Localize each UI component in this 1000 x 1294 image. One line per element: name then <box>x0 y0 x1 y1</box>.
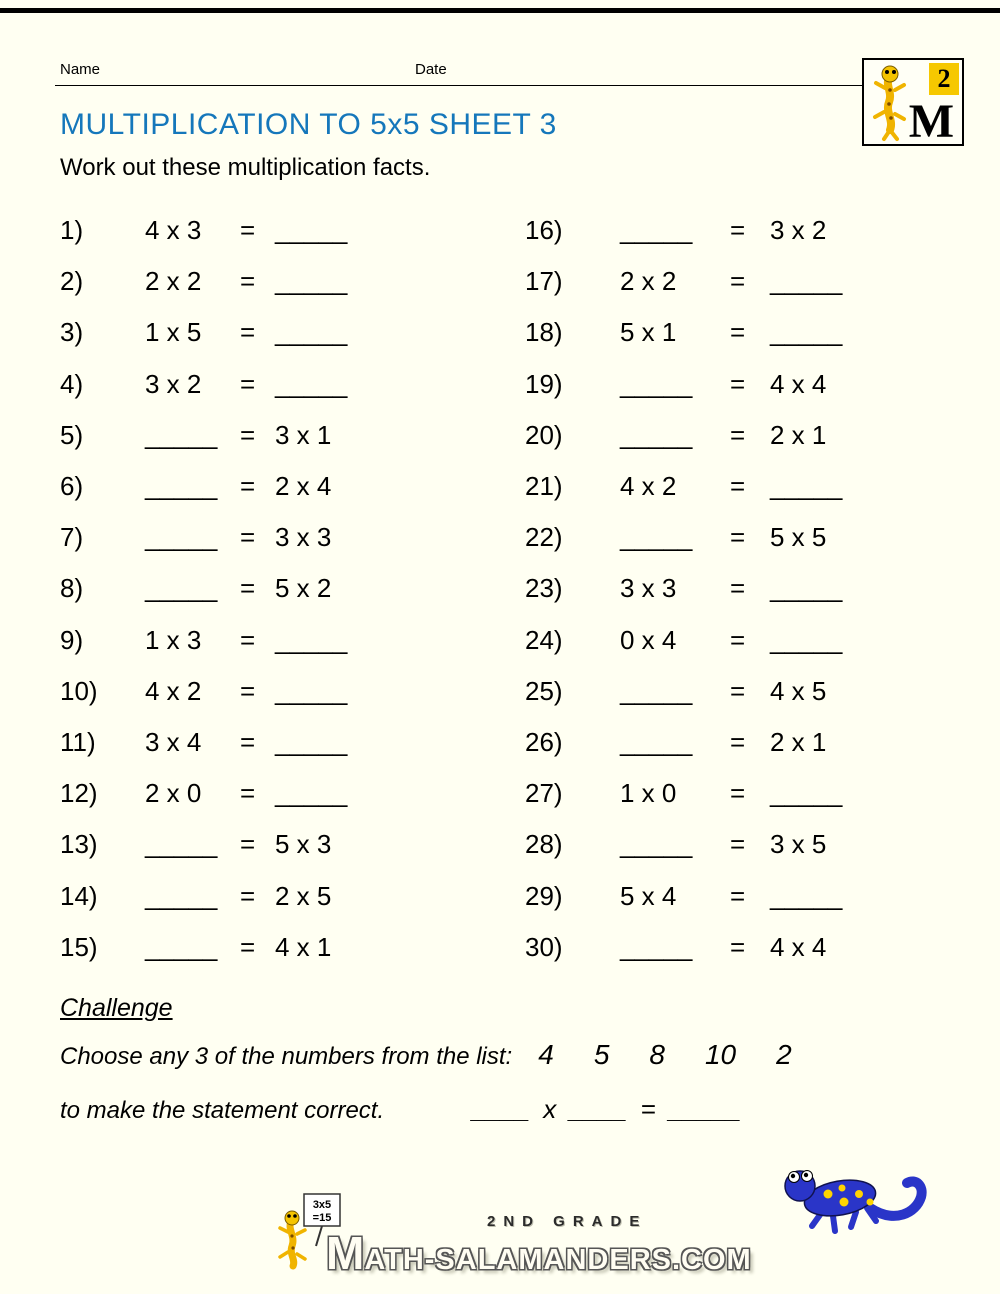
problem-number: 23) <box>525 573 563 604</box>
problem-number: 20) <box>525 419 563 450</box>
equals-sign: = <box>730 368 746 399</box>
problem-row <box>60 871 500 922</box>
challenge-number: 5 <box>593 1039 610 1070</box>
problem-number: 26) <box>525 727 563 758</box>
grade-level-text: 2ND GRADE <box>487 1213 648 1230</box>
problem-number: 18) <box>525 317 563 348</box>
problem-number: 12) <box>60 778 98 809</box>
problem-right-part: 2 x 5 <box>275 880 332 911</box>
problem-right-part: _____ <box>275 215 348 245</box>
equals-sign: = <box>240 573 256 604</box>
challenge-number: 4 <box>538 1039 554 1070</box>
problem-number: 15) <box>60 931 98 962</box>
problem-right-part: _____ <box>770 471 843 502</box>
problem-left-part: 1 x 5 <box>145 317 202 348</box>
challenge-instruction-line-2 <box>60 1094 741 1125</box>
problem-number: 11) <box>60 727 96 758</box>
problem-row <box>60 307 500 358</box>
equals-sign: = <box>730 829 746 860</box>
problem-left-part: 5 x 4 <box>620 880 677 911</box>
equals-sign: = <box>730 727 746 758</box>
page-title: MULTIPLICATION TO 5x5 SHEET 3 <box>60 108 557 141</box>
problem-right-part: 5 x 2 <box>275 573 332 604</box>
problem-number: 13) <box>60 829 98 860</box>
equals-sign: = <box>730 624 746 655</box>
problem-number: 2) <box>60 266 84 297</box>
problem-number: 10) <box>60 675 98 706</box>
problem-number: 4) <box>60 368 84 399</box>
problem-row <box>525 205 965 256</box>
brand-m-letter: M <box>326 1227 365 1279</box>
problem-number: 9) <box>60 624 84 655</box>
problem-number: 1) <box>60 215 84 245</box>
problem-left-part: _____ <box>620 368 693 399</box>
salamander-icon <box>867 64 913 144</box>
equals-sign: = <box>240 368 256 399</box>
equals-sign: = <box>240 880 256 911</box>
problem-row <box>60 256 500 307</box>
problem-left-part: _____ <box>145 471 218 502</box>
equals-sign: = <box>240 522 256 553</box>
problem-left-part: 2 x 2 <box>145 266 202 297</box>
problem-right-part: 4 x 4 <box>770 931 827 962</box>
problem-number: 19) <box>525 368 563 399</box>
problem-right-part: 4 x 1 <box>275 931 332 962</box>
equals-sign: = <box>240 215 256 245</box>
problem-left-part: _____ <box>145 522 218 553</box>
problem-left-part: _____ <box>620 522 693 553</box>
problem-row <box>525 922 965 973</box>
problem-left-part: 0 x 4 <box>620 624 677 655</box>
problem-number: 6) <box>60 471 84 502</box>
problem-left-part: _____ <box>620 931 693 962</box>
problem-row <box>525 563 965 614</box>
problem-number: 5) <box>60 419 84 450</box>
equals-sign: = <box>730 215 746 245</box>
instructions-text: Work out these multiplication facts. <box>60 154 431 181</box>
problem-left-part: _____ <box>620 215 693 245</box>
problem-right-part: _____ <box>770 624 843 655</box>
equals-sign: = <box>730 522 746 553</box>
challenge-number: 10 <box>704 1039 737 1070</box>
problem-row <box>60 205 500 256</box>
equals-sign: = <box>240 931 256 962</box>
challenge-instruction-text: Choose any 3 of the numbers from the list: <box>60 1043 513 1070</box>
challenge-number: 8 <box>649 1039 665 1070</box>
problem-right-part: 2 x 4 <box>275 471 332 502</box>
problem-left-part: 4 x 2 <box>620 471 677 502</box>
problem-number: 14) <box>60 880 98 911</box>
problem-row <box>60 768 500 819</box>
problem-row <box>60 359 500 410</box>
equals-sign: = <box>240 778 256 809</box>
equals-sign: = <box>730 931 746 962</box>
problem-number: 16) <box>525 215 563 245</box>
problem-row <box>60 922 500 973</box>
equals-sign: = <box>240 317 256 348</box>
problem-right-part: _____ <box>770 880 843 911</box>
problem-number: 22) <box>525 522 563 553</box>
problem-left-part: 4 x 3 <box>145 215 202 245</box>
problem-left-part: _____ <box>145 419 218 450</box>
challenge-instruction-line-1 <box>60 1039 792 1071</box>
problem-right-part: _____ <box>275 675 348 706</box>
problem-left-part: _____ <box>145 931 218 962</box>
problem-right-part: 3 x 5 <box>770 829 827 860</box>
problem-row <box>525 256 965 307</box>
problem-left-part: 3 x 2 <box>145 368 202 399</box>
problem-row <box>525 768 965 819</box>
date-label: Date <box>415 61 447 78</box>
problem-left-part: _____ <box>620 727 693 758</box>
problem-number: 28) <box>525 829 563 860</box>
problem-row <box>60 563 500 614</box>
challenge-equation: ____ x ____ = _____ <box>472 1094 742 1124</box>
problem-row <box>525 410 965 461</box>
problem-number: 25) <box>525 675 563 706</box>
problem-row <box>60 461 500 512</box>
problem-row <box>525 819 965 870</box>
problem-right-part: 3 x 3 <box>275 522 332 553</box>
problem-left-part: 1 x 0 <box>620 778 677 809</box>
problem-number: 3) <box>60 317 84 348</box>
top-border-rule <box>0 8 1000 13</box>
problem-row <box>525 461 965 512</box>
equals-sign: = <box>730 266 746 297</box>
equals-sign: = <box>240 675 256 706</box>
problem-row <box>60 410 500 461</box>
problem-right-part: _____ <box>770 573 843 604</box>
problem-left-part: 2 x 2 <box>620 266 677 297</box>
problem-row <box>60 717 500 768</box>
problems-left-column <box>60 205 500 973</box>
problem-row <box>525 512 965 563</box>
blue-gecko-icon <box>770 1150 930 1242</box>
problem-row <box>525 615 965 666</box>
challenge-numbers <box>512 1039 792 1070</box>
problem-number: 8) <box>60 573 84 604</box>
problem-right-part: 4 x 5 <box>770 675 827 706</box>
problem-row <box>60 615 500 666</box>
name-date-line <box>55 85 945 86</box>
problem-left-part: _____ <box>145 573 218 604</box>
name-label: Name <box>60 61 101 78</box>
problem-number: 17) <box>525 266 563 297</box>
equals-sign: = <box>730 419 746 450</box>
problem-right-part: _____ <box>275 778 348 809</box>
equals-sign: = <box>240 471 256 502</box>
equals-sign: = <box>240 727 256 758</box>
problem-right-part: 5 x 5 <box>770 522 827 553</box>
site-logo <box>862 58 964 146</box>
problems-right-column <box>525 205 965 973</box>
problem-row <box>525 717 965 768</box>
problem-right-part: 4 x 4 <box>770 368 827 399</box>
problem-left-part: _____ <box>145 880 218 911</box>
problem-right-part: 3 x 2 <box>770 215 827 245</box>
problem-right-part: _____ <box>275 624 348 655</box>
equals-sign: = <box>240 266 256 297</box>
problem-left-part: 2 x 0 <box>145 778 202 809</box>
problem-right-part: _____ <box>770 778 843 809</box>
equals-sign: = <box>730 471 746 502</box>
challenge-number: 2 <box>776 1039 792 1070</box>
problem-row <box>525 871 965 922</box>
problem-number: 29) <box>525 880 563 911</box>
problem-left-part: 3 x 3 <box>620 573 677 604</box>
problem-right-part: 5 x 3 <box>275 829 332 860</box>
problem-right-part: _____ <box>275 368 348 399</box>
problem-number: 21) <box>525 471 563 502</box>
equals-sign: = <box>730 675 746 706</box>
problem-right-part: _____ <box>275 317 348 348</box>
problem-right-part: 3 x 1 <box>275 419 332 450</box>
brand-logo-text <box>326 1226 752 1280</box>
problem-left-part: 4 x 2 <box>145 675 202 706</box>
grade-2-badge: 2 <box>929 63 959 95</box>
equals-sign: = <box>240 624 256 655</box>
problem-row <box>525 307 965 358</box>
problem-row <box>60 819 500 870</box>
challenge-heading: Challenge <box>60 994 173 1022</box>
equals-sign: = <box>730 778 746 809</box>
equals-sign: = <box>730 880 746 911</box>
problem-right-part: _____ <box>275 727 348 758</box>
problem-row <box>525 359 965 410</box>
challenge-instruction2-text: to make the statement correct. <box>60 1097 385 1124</box>
equals-sign: = <box>730 573 746 604</box>
problem-right-part: _____ <box>275 266 348 297</box>
problem-number: 7) <box>60 522 84 553</box>
problem-left-part: _____ <box>620 419 693 450</box>
problem-left-part: _____ <box>145 829 218 860</box>
logo-m-letter: M <box>908 95 954 148</box>
sign-line-2: =15 <box>312 1212 332 1224</box>
sign-line-1: 3x5 <box>312 1199 332 1211</box>
problem-left-part: 1 x 3 <box>145 624 202 655</box>
problem-row <box>60 512 500 563</box>
problem-row <box>525 666 965 717</box>
problem-left-part: _____ <box>620 829 693 860</box>
problem-right-part: _____ <box>770 317 843 348</box>
brand-name-text: ATH-SALAMANDERS.COM <box>364 1244 752 1276</box>
problem-number: 24) <box>525 624 563 655</box>
problem-right-part: _____ <box>770 266 843 297</box>
problem-number: 27) <box>525 778 563 809</box>
equals-sign: = <box>730 317 746 348</box>
equals-sign: = <box>240 419 256 450</box>
problem-left-part: 5 x 1 <box>620 317 677 348</box>
problem-left-part: 3 x 4 <box>145 727 202 758</box>
problem-number: 30) <box>525 931 563 962</box>
problem-left-part: _____ <box>620 675 693 706</box>
problem-row <box>60 666 500 717</box>
problem-right-part: 2 x 1 <box>770 727 827 758</box>
equals-sign: = <box>240 829 256 860</box>
problem-right-part: 2 x 1 <box>770 419 827 450</box>
